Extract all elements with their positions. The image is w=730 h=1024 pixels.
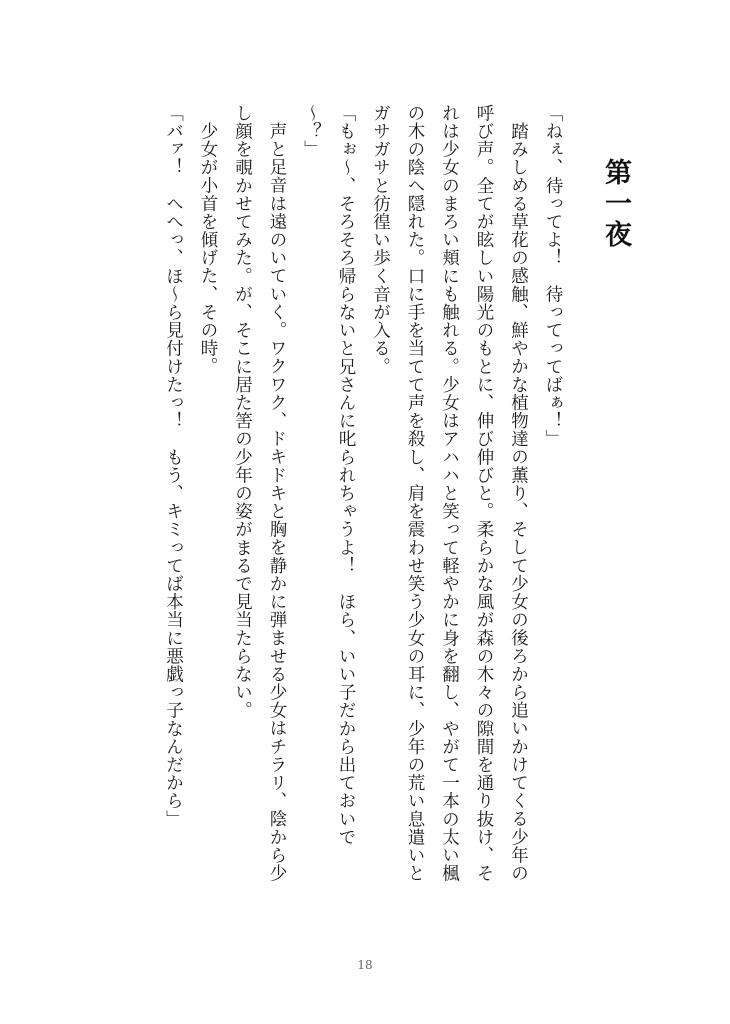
text-line-1: 「ねぇ、待ってよ！ 待ってってばぁ！」 (543, 104, 563, 448)
body-text (156, 104, 570, 924)
text-line-7: 「もぉ〜、そろそろ帰らないと兄さんに叱られちゃうよ！ ほら、いい子だから出ておいで (336, 104, 356, 847)
chapter-title: 第一夜 (600, 158, 631, 251)
text-line-6: ガサガサと彷徨い歩く音が入る。 (370, 104, 391, 376)
text-line-4: れは少女のまろい頬にも触れる。少女はアハハと笑って軽やかに身を翻し、やがて一本の太い楓 (439, 104, 460, 883)
text-line-9: 声と足音は遠のいていく。ワクワク、ドキドキと胸を静かに弾ませる少女はチラリ、陰から少 (267, 121, 287, 882)
page-number: 18 (357, 958, 373, 972)
text-line-12: 「バァ！ へへっ、ほ〜ら見付けたっ！ もう、キミってば本当に悪戯っ子なんだから」 (163, 104, 184, 828)
text-line-11: 少女が小首を傾げた、その時。 (198, 121, 218, 375)
text-line-8: 〜？」 (301, 104, 322, 159)
text-line-2: 踏みしめる草花の感触、鮮やかな植物達の薫り、そして少女の後ろから追いかけてくる少年の (508, 121, 529, 882)
text-line-5: の木の陰へ隠れた。口に手を当てて声を殺し、肩を震わせ笑う少女の耳に、少年の荒い息遣いと (405, 104, 425, 883)
text-line-3: 呼び声。全てが眩しい陽光のもとに、伸び伸びと。柔らかな風が森の木々の隙間を通り抜け、そ (474, 104, 494, 883)
text-line-10: し顔を覗かせてみた。が、そこに居た筈の少年の姿がまるで見当たらない。 (232, 104, 253, 720)
